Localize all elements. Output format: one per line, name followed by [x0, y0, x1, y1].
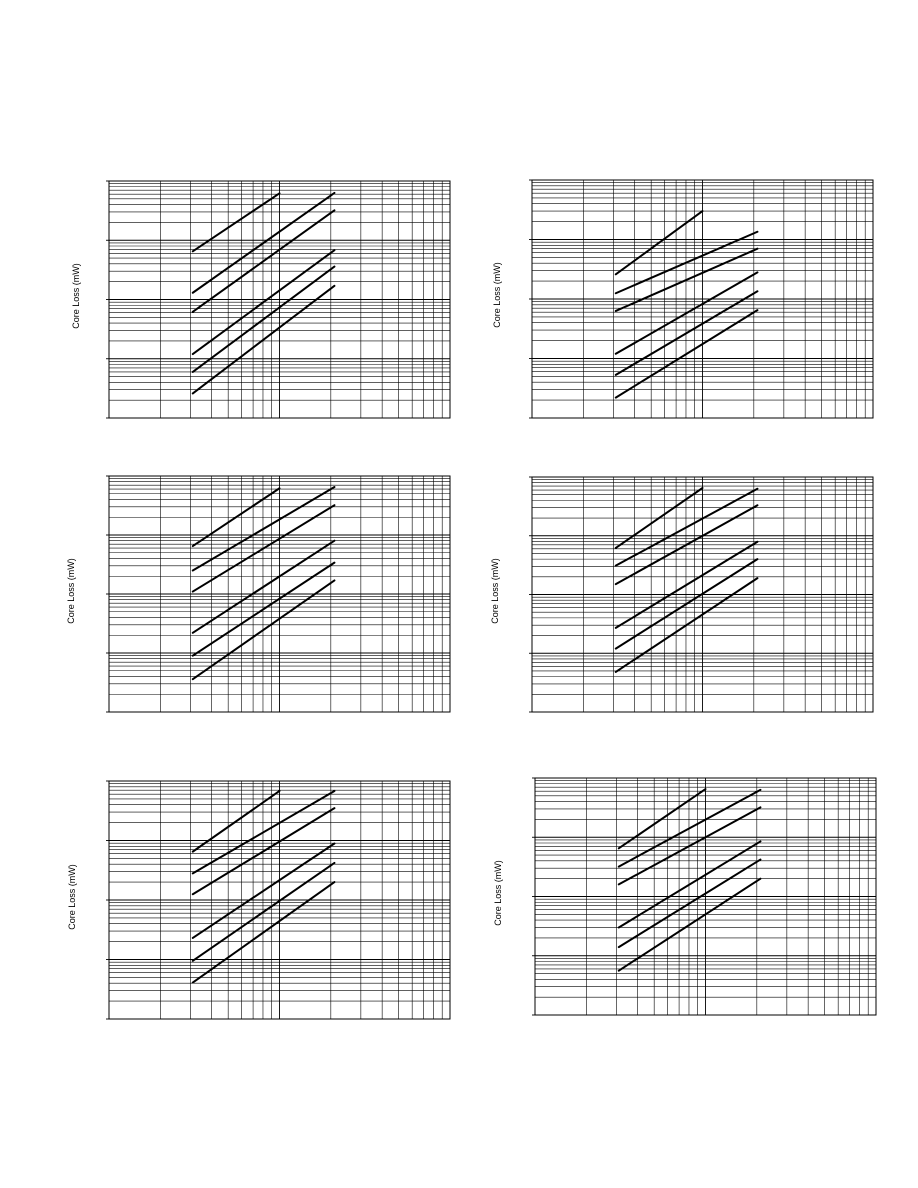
y-axis-label: Core Loss (mW) — [492, 262, 502, 328]
series-line-2 — [193, 791, 335, 873]
series-line-5 — [193, 267, 335, 372]
y-axis-label: Core Loss (mW) — [67, 864, 77, 930]
core-loss-chart-3 — [66, 476, 450, 712]
series-line-4 — [193, 541, 335, 633]
y-axis-label: Core Loss (mW) — [490, 558, 500, 624]
core-loss-chart-4 — [490, 477, 873, 712]
series-line-5 — [193, 863, 335, 961]
series-line-6 — [193, 882, 335, 982]
series-line-6 — [193, 580, 335, 679]
core-loss-chart-2 — [492, 180, 873, 418]
series-line-3 — [193, 808, 335, 894]
series-line-6 — [619, 879, 761, 971]
series-line-1 — [619, 789, 706, 848]
y-axis-label: Core Loss (mW) — [71, 263, 81, 329]
core-loss-chart-1 — [71, 181, 450, 418]
series-line-5 — [616, 291, 758, 375]
core-loss-chart-5 — [67, 781, 450, 1019]
series-line-6 — [616, 310, 758, 397]
y-axis-label: Core Loss (mW) — [493, 860, 503, 926]
y-axis-label: Core Loss (mW) — [66, 558, 76, 624]
series-line-5 — [193, 563, 335, 656]
series-line-3 — [193, 210, 335, 311]
series-line-1 — [616, 211, 703, 274]
series-line-1 — [193, 791, 280, 852]
core-loss-chart-6 — [493, 778, 876, 1015]
